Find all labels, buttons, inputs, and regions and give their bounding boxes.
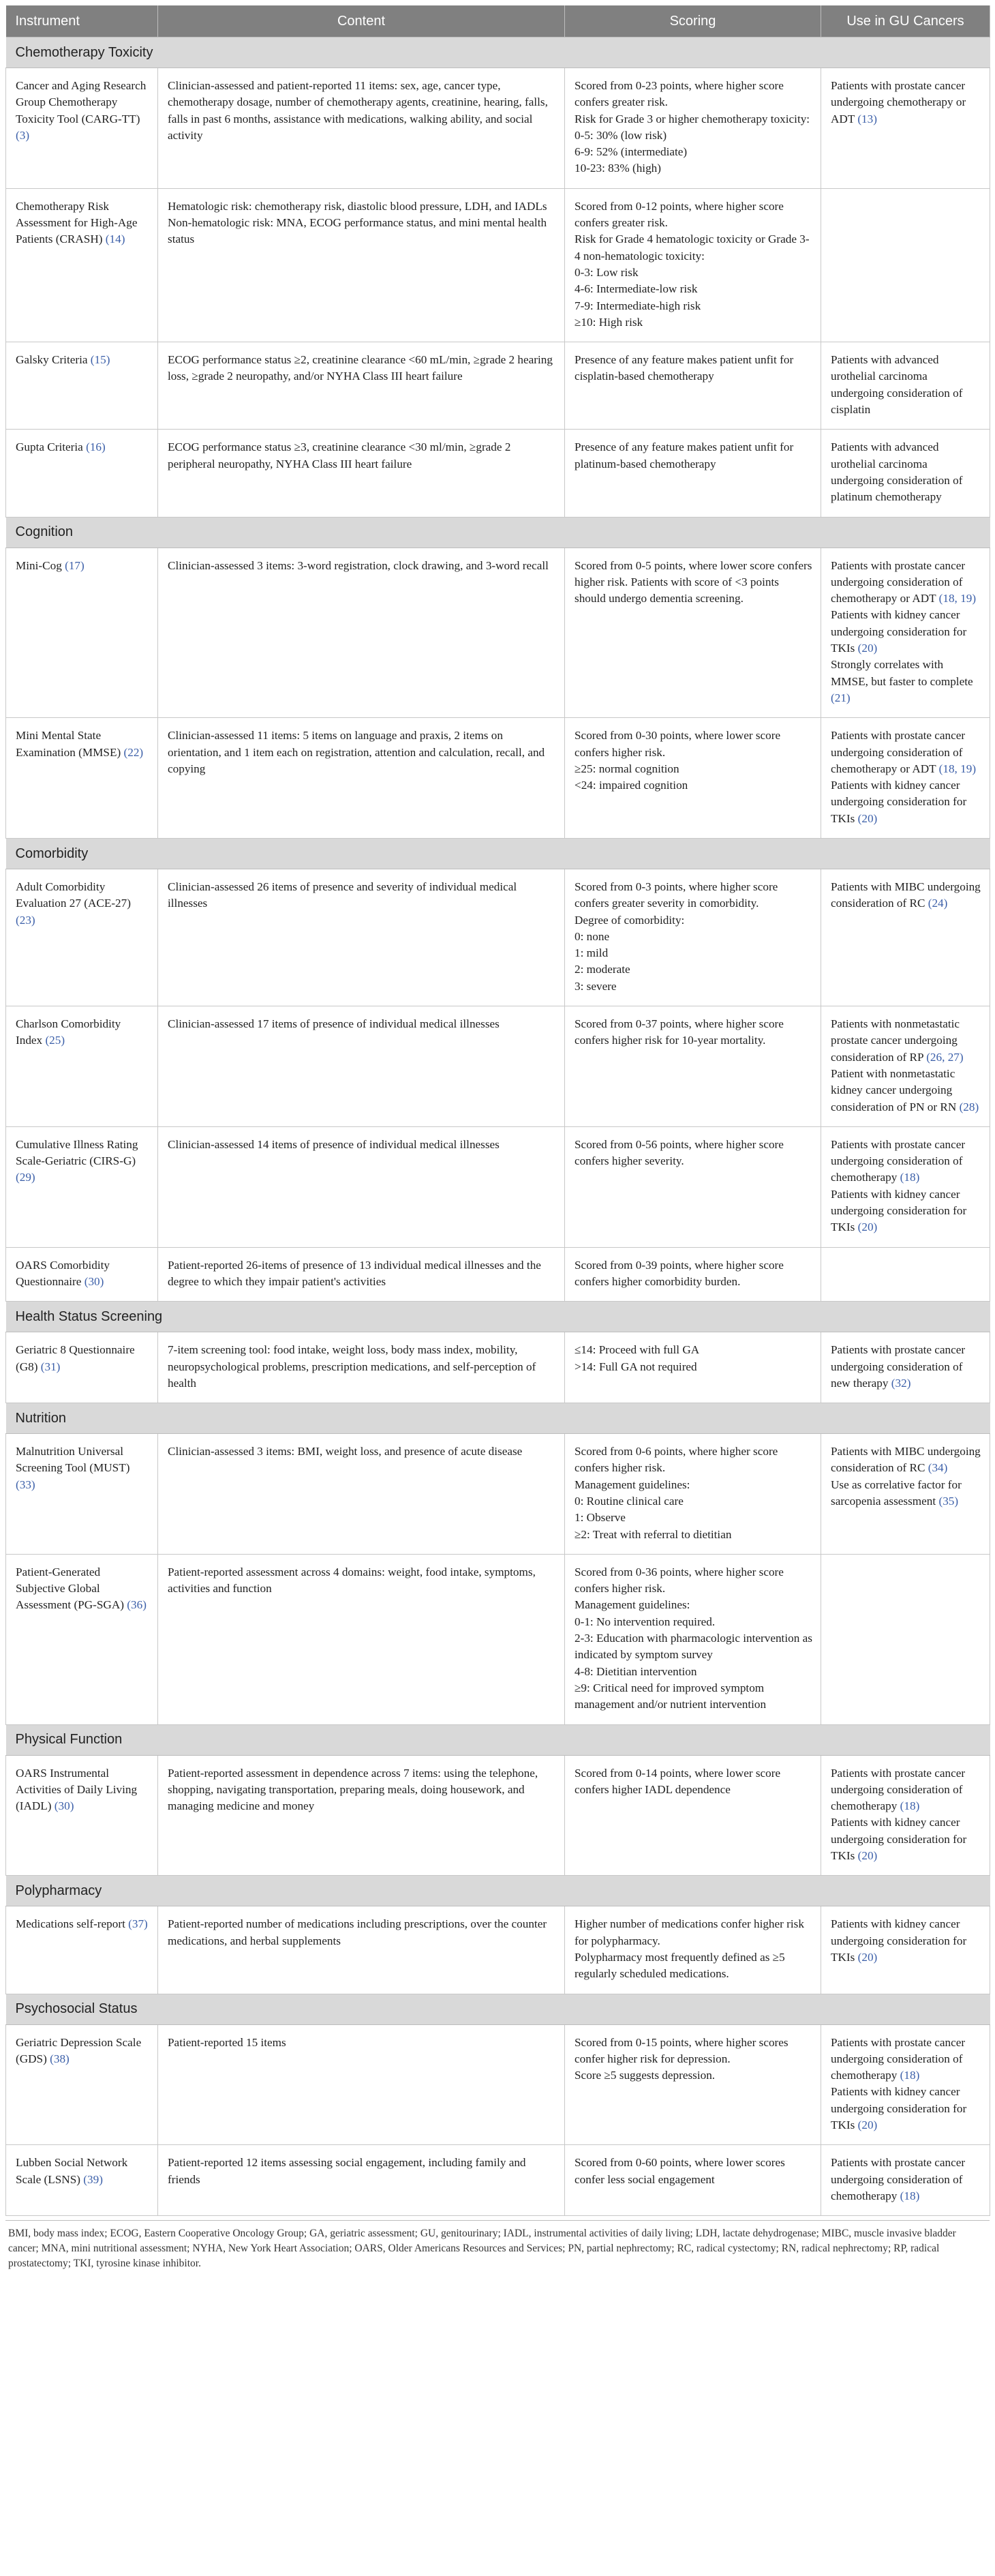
reference-link[interactable]: (29) <box>16 1171 35 1184</box>
table-row <box>6 342 990 430</box>
instrument-name: OARS Instrumental Activities of Daily Living (IADL) <box>16 1766 138 1813</box>
use-entry <box>831 657 981 706</box>
table-row <box>6 68 990 189</box>
use-cell <box>821 2024 990 2145</box>
use-text: Patients with kidney cancer undergoing consideration for TKIs <box>831 2085 967 2132</box>
reference-link[interactable]: (22) <box>123 745 144 759</box>
instrument-cell <box>6 1434 158 1555</box>
instrument-cell <box>6 188 158 342</box>
use-cell <box>821 342 990 430</box>
table-footnote: BMI, body mass index; ECOG, Eastern Cooperative Oncology Group; GA, geriatric assessment; GU, genitourinary; IADL, instrumental activities of daily living; LDH, lactate dehydrogenase; MIBC, muscle invasive bladder cancer; MNA, mini nutritional assessment; NYHA, New York Heart Association; OARS, Older Americans Resources and Services; PN, partial nephrectomy; RC, radical cystectomy; RN, radical nephrectomy; RP, radical prostatectomy; TKI, tyrosine kinase inhibitor. <box>5 2220 990 2271</box>
instrument-name: Patient-Generated Subjective Global Assessment (PG-SGA) <box>16 1565 127 1612</box>
table-row <box>6 1906 990 1994</box>
use-text: Patients with prostate cancer undergoing consideration of new therapy <box>831 1343 966 1390</box>
content-line: ECOG performance status ≥2, creatinine clearance <60 mL/min, ≥grade 2 hearing loss, ≥grade 2 neuropathy, and/or NYHA Class III heart failure <box>168 353 553 383</box>
scoring-line: ≤14: Proceed with full GA <box>575 1343 700 1357</box>
scoring-line: 4-6: Intermediate-low risk <box>575 282 698 296</box>
table-row <box>6 2145 990 2216</box>
use-cell <box>821 1126 990 1247</box>
instrument-name: Adult Comorbidity Evaluation 27 (ACE-27) <box>16 880 131 910</box>
use-text: Patient with nonmetastatic kidney cancer undergoing consideration of PN or RN <box>831 1066 960 1113</box>
reference-link[interactable]: (16) <box>86 440 106 454</box>
reference-link[interactable]: (26, 27) <box>926 1050 964 1064</box>
scoring-line: Management guidelines: <box>575 1598 690 1612</box>
scoring-line: Scored from 0-14 points, where lower score confers higher IADL dependence <box>575 1766 781 1796</box>
table-header-row <box>6 5 990 38</box>
content-line: Clinician-assessed 26 items of presence and severity of individual medical illnesses <box>168 880 517 910</box>
scoring-cell <box>565 188 821 342</box>
use-text: Patients with prostate cancer undergoing chemotherapy or ADT <box>831 79 966 125</box>
reference-link[interactable]: (18, 19) <box>938 592 977 605</box>
use-entry <box>831 777 981 827</box>
table-row <box>6 548 990 718</box>
table-row <box>6 869 990 1006</box>
content-line: Non-hematologic risk: MNA, ECOG performance status, and mini mental health status <box>168 216 547 246</box>
scoring-line: Scored from 0-3 points, where higher score confers greater severity in comorbidity. <box>575 880 778 910</box>
use-text: Patients with advanced urothelial carcinoma undergoing consideration of platinum chemotherapy <box>831 440 963 504</box>
content-cell <box>158 430 565 517</box>
scoring-line: Scored from 0-39 points, where higher score confers higher comorbidity burden. <box>575 1258 784 1288</box>
scoring-line: 0: none <box>575 929 610 943</box>
table-row <box>6 430 990 517</box>
section-header-row <box>6 838 990 869</box>
instrument-cell <box>6 718 158 839</box>
reference-link[interactable]: (31) <box>40 1360 61 1373</box>
use-cell <box>821 1906 990 1994</box>
use-text: Patients with prostate cancer undergoing consideration of chemotherapy <box>831 1137 966 1184</box>
section-header-row <box>6 38 990 68</box>
reference-link[interactable]: (20) <box>857 642 878 655</box>
scoring-line: Scored from 0-36 points, where higher score confers higher risk. <box>575 1565 784 1596</box>
use-text: Patients with prostate cancer undergoing consideration of chemotherapy <box>831 1766 966 1813</box>
scoring-cell <box>565 1126 821 1247</box>
instrument-name: Malnutrition Universal Screening Tool (MUST) <box>16 1445 130 1475</box>
scoring-line: 3: severe <box>575 979 617 993</box>
scoring-cell <box>565 2145 821 2216</box>
table-row <box>6 1006 990 1127</box>
use-entry <box>831 879 981 912</box>
use-text: Use as correlative factor for sarcopenia assessment <box>831 1478 962 1508</box>
content-cell <box>158 1906 565 1994</box>
instrument-cell <box>6 1554 158 1724</box>
scoring-cell <box>565 68 821 189</box>
scoring-line: <24: impaired cognition <box>575 779 688 792</box>
table-body <box>6 38 990 2216</box>
instrument-cell <box>6 1247 158 1302</box>
table-row <box>6 2024 990 2145</box>
use-text: Patients with prostate cancer undergoing consideration of chemotherapy <box>831 2035 966 2082</box>
content-cell <box>158 1247 565 1302</box>
header-scoring: Scoring <box>565 5 821 38</box>
use-entry <box>831 1186 981 1236</box>
scoring-cell <box>565 1434 821 1555</box>
scoring-line: Score ≥5 suggests depression. <box>575 2069 716 2082</box>
scoring-cell <box>565 548 821 718</box>
use-entry <box>831 1342 981 1392</box>
scoring-line: ≥9: Critical need for improved symptom management and/or nutrient intervention <box>575 1681 767 1711</box>
reference-link[interactable]: (30) <box>54 1799 74 1813</box>
content-line: 7-item screening tool: food intake, weight loss, body mass index, mobility, neuropsychological problems, prescription medications, and self-perception of health <box>168 1343 536 1390</box>
scoring-line: 0: Routine clinical care <box>575 1495 684 1508</box>
instrument-name: Galsky Criteria <box>16 353 91 367</box>
use-entry <box>831 1814 981 1864</box>
scoring-line: Scored from 0-12 points, where higher score confers greater risk. <box>575 199 784 230</box>
reference-link[interactable]: (33) <box>16 1478 35 1491</box>
use-entry <box>831 1765 981 1815</box>
scoring-line: 7-9: Intermediate-high risk <box>575 299 701 312</box>
scoring-line: Management guidelines: <box>575 1478 690 1491</box>
scoring-line: Scored from 0-30 points, where lower score confers higher risk. <box>575 729 781 759</box>
reference-link[interactable]: (17) <box>65 558 85 572</box>
content-cell <box>158 1332 565 1403</box>
instrument-name: Medications self-report <box>16 1917 129 1931</box>
scoring-cell <box>565 1906 821 1994</box>
section-title: Comorbidity <box>6 838 990 869</box>
content-line: Patient-reported number of medications including prescriptions, over the counter medications, and herbal supplements <box>168 1917 547 1947</box>
reference-link[interactable]: (38) <box>50 2052 70 2065</box>
scoring-line: >14: Full GA not required <box>575 1360 697 1373</box>
reference-link[interactable]: (37) <box>128 1917 148 1931</box>
scoring-line: Risk for Grade 3 or higher chemotherapy toxicity: <box>575 112 810 125</box>
scoring-line: ≥2: Treat with referral to dietitian <box>575 1527 732 1541</box>
reference-link[interactable]: (39) <box>83 2172 103 2186</box>
content-line: Patient-reported 15 items <box>168 2035 286 2049</box>
reference-link[interactable]: (18, 19) <box>938 762 977 775</box>
section-title: Psychosocial Status <box>6 1994 990 2024</box>
instrument-cell <box>6 548 158 718</box>
use-text: Patients with prostate cancer undergoing consideration of chemotherapy or ADT <box>831 558 966 605</box>
use-entry <box>831 1137 981 1186</box>
scoring-line: 2-3: Education with pharmacologic intervention as indicated by symptom survey <box>575 1632 812 1662</box>
content-cell <box>158 1126 565 1247</box>
instrument-cell <box>6 68 158 189</box>
reference-link[interactable]: (18) <box>900 1799 920 1813</box>
reference-link[interactable]: (36) <box>127 1598 147 1612</box>
content-line: Clinician-assessed 11 items: 5 items on language and praxis, 2 items on orientation, and 1 item each on registration, attention and calculation, recall, and copying <box>168 729 545 775</box>
reference-link[interactable]: (32) <box>891 1376 911 1390</box>
scoring-cell <box>565 1006 821 1127</box>
content-line: Clinician-assessed 17 items of presence of individual medical illnesses <box>168 1017 500 1031</box>
scoring-line: 2: moderate <box>575 963 630 976</box>
use-cell <box>821 548 990 718</box>
table-row <box>6 188 990 342</box>
content-cell <box>158 68 565 189</box>
instrument-cell <box>6 869 158 1006</box>
reference-link[interactable]: (23) <box>16 913 35 927</box>
scoring-line: Polypharmacy most frequently defined as ≥5 regularly scheduled medications. <box>575 1950 785 1981</box>
section-title: Physical Function <box>6 1724 990 1755</box>
table-row <box>6 718 990 839</box>
use-entry <box>831 607 981 657</box>
reference-link[interactable]: (20) <box>857 1849 878 1863</box>
instrument-name: Gupta Criteria <box>16 440 87 454</box>
reference-link[interactable]: (35) <box>938 1495 959 1508</box>
content-line: Patient-reported assessment in dependence across 7 items: using the telephone, shopping, navigating transportation, preparing meals, doing housework, and managing medicine and money <box>168 1766 538 1813</box>
use-text: Patients with kidney cancer undergoing consideration for TKIs <box>831 779 967 825</box>
use-text: Patients with kidney cancer undergoing consideration for TKIs <box>831 1917 967 1964</box>
use-text: Patients with advanced urothelial carcinoma undergoing consideration of cisplatin <box>831 353 963 417</box>
content-cell <box>158 1755 565 1876</box>
instrument-name: Mini-Cog <box>16 558 65 572</box>
instrument-cell <box>6 1755 158 1876</box>
scoring-cell <box>565 342 821 430</box>
scoring-cell <box>565 1247 821 1302</box>
table-row <box>6 1332 990 1403</box>
section-header-row <box>6 1302 990 1332</box>
scoring-line: ≥25: normal cognition <box>575 762 679 775</box>
table-row <box>6 1247 990 1302</box>
use-cell <box>821 1755 990 1876</box>
header-instrument: Instrument <box>6 5 158 38</box>
use-cell <box>821 1554 990 1724</box>
scoring-line: 0-5: 30% (low risk) <box>575 128 667 142</box>
content-cell <box>158 1006 565 1127</box>
instrument-name: Cumulative Illness Rating Scale-Geriatric (CIRS-G) <box>16 1137 138 1168</box>
scoring-line: 1: mild <box>575 946 609 960</box>
use-cell <box>821 1247 990 1302</box>
header-content: Content <box>158 5 565 38</box>
scoring-line: 4-8: Dietitian intervention <box>575 1664 697 1678</box>
use-cell <box>821 68 990 189</box>
content-cell <box>158 2024 565 2145</box>
instrument-cell <box>6 342 158 430</box>
reference-link[interactable]: (20) <box>857 811 878 825</box>
reference-link[interactable]: (18) <box>900 2189 920 2202</box>
scoring-line: 6-9: 52% (intermediate) <box>575 145 688 159</box>
reference-link[interactable]: (34) <box>928 1461 948 1475</box>
scoring-line: Risk for Grade 4 hematologic toxicity or Grade 3-4 non-hematologic toxicity: <box>575 233 810 263</box>
scoring-line: Scored from 0-23 points, where higher score confers greater risk. <box>575 79 784 109</box>
use-cell <box>821 718 990 839</box>
use-text: Patients with prostate cancer undergoing consideration of chemotherapy <box>831 2156 966 2202</box>
reference-link[interactable]: (15) <box>90 353 110 367</box>
use-cell <box>821 188 990 342</box>
section-title: Cognition <box>6 517 990 548</box>
use-cell <box>821 2145 990 2216</box>
content-line: Clinician-assessed 3 items: 3-word registration, clock drawing, and 3-word recall <box>168 558 549 572</box>
use-cell <box>821 430 990 517</box>
use-entry <box>831 352 981 418</box>
content-cell <box>158 869 565 1006</box>
reference-link[interactable]: (13) <box>857 112 877 125</box>
scoring-cell <box>565 1332 821 1403</box>
use-text: Patients with kidney cancer undergoing consideration for TKIs <box>831 608 967 655</box>
content-line: Patient-reported assessment across 4 domains: weight, food intake, symptoms, activities and function <box>168 1565 536 1596</box>
use-entry <box>831 1477 981 1510</box>
scoring-cell <box>565 430 821 517</box>
scoring-line: Presence of any feature makes patient unfit for platinum-based chemotherapy <box>575 440 794 470</box>
use-entry <box>831 2155 981 2204</box>
document-page <box>5 5 990 2271</box>
section-header-row <box>6 1876 990 1906</box>
section-title: Polypharmacy <box>6 1876 990 1906</box>
use-entry <box>831 1443 981 1477</box>
instrument-cell <box>6 1332 158 1403</box>
section-header-row <box>6 1403 990 1434</box>
scoring-line: Scored from 0-56 points, where higher score confers higher severity. <box>575 1137 784 1168</box>
use-text: Patients with MIBC undergoing consideration of RC <box>831 1445 981 1475</box>
reference-link[interactable]: (18) <box>900 2069 920 2082</box>
content-cell <box>158 548 565 718</box>
reference-link[interactable]: (25) <box>45 1034 65 1047</box>
reference-link[interactable]: (18) <box>900 1171 920 1184</box>
instrument-name: Geriatric 8 Questionnaire (G8) <box>16 1343 135 1373</box>
use-cell <box>821 1332 990 1403</box>
scoring-cell <box>565 869 821 1006</box>
scoring-cell <box>565 2024 821 2145</box>
instrument-cell <box>6 2024 158 2145</box>
use-entry <box>831 1016 981 1066</box>
instrument-cell <box>6 1006 158 1127</box>
instrument-name: Charlson Comorbidity Index <box>16 1017 121 1047</box>
geriatric-assessment-table <box>5 5 990 2216</box>
table-row <box>6 1126 990 1247</box>
scoring-line: Scored from 0-60 points, where lower scores confer less social engagement <box>575 2156 785 2186</box>
scoring-line: 0-1: No intervention required. <box>575 1615 716 1628</box>
section-title: Chemotherapy Toxicity <box>6 38 990 68</box>
instrument-name: Lubben Social Network Scale (LSNS) <box>16 2156 128 2186</box>
scoring-cell <box>565 1554 821 1724</box>
content-cell <box>158 188 565 342</box>
use-entry <box>831 1066 981 1115</box>
instrument-name: OARS Comorbidity Questionnaire <box>16 1258 110 1288</box>
scoring-line: Presence of any feature makes patient unfit for cisplatin-based chemotherapy <box>575 353 794 383</box>
table-row <box>6 1554 990 1724</box>
scoring-line: Scored from 0-5 points, where lower score confers higher risk. Patients with score of <3 points should undergo dementia screening. <box>575 558 812 605</box>
use-entry <box>831 78 981 128</box>
section-header-row <box>6 517 990 548</box>
content-cell <box>158 342 565 430</box>
scoring-line: Degree of comorbidity: <box>575 913 685 927</box>
section-header-row <box>6 1994 990 2024</box>
use-text: Patients with MIBC undergoing consideration of RC <box>831 880 981 910</box>
use-entry <box>831 439 981 505</box>
content-line: Patient-reported 26-items of presence of 13 individual medical illnesses and the degree to which they impair patient's activities <box>168 1258 541 1288</box>
use-entry <box>831 728 981 777</box>
use-text: Patients with kidney cancer undergoing consideration for TKIs <box>831 1187 967 1234</box>
scoring-line: ≥10: High risk <box>575 315 643 329</box>
use-cell <box>821 1006 990 1127</box>
use-text: Patients with prostate cancer undergoing consideration of chemotherapy or ADT <box>831 729 966 775</box>
use-cell <box>821 1434 990 1555</box>
scoring-cell <box>565 1755 821 1876</box>
reference-link[interactable]: (20) <box>857 1950 878 1964</box>
instrument-name: Cancer and Aging Research Group Chemotherapy Toxicity Tool (CARG-TT) <box>16 79 147 125</box>
scoring-line: Scored from 0-15 points, where higher scores confer higher risk for depression. <box>575 2035 789 2065</box>
content-line: ECOG performance status ≥3, creatinine clearance <30 ml/min, ≥grade 2 peripheral neuropathy, NYHA Class III heart failure <box>168 440 511 470</box>
content-cell <box>158 718 565 839</box>
reference-link[interactable]: (20) <box>857 1220 878 1234</box>
instrument-name: Chemotherapy Risk Assessment for High-Age Patients (CRASH) <box>16 199 138 246</box>
scoring-line: 10-23: 83% (high) <box>575 162 661 175</box>
use-entry <box>831 558 981 608</box>
section-header-row <box>6 1724 990 1755</box>
instrument-cell <box>6 2145 158 2216</box>
content-cell <box>158 2145 565 2216</box>
scoring-line: Scored from 0-37 points, where higher score confers higher risk for 10-year mortality. <box>575 1017 784 1047</box>
scoring-line: 1: Observe <box>575 1511 626 1525</box>
header-use: Use in GU Cancers <box>821 5 990 38</box>
instrument-name: Mini Mental State Examination (MMSE) <box>16 729 124 759</box>
content-cell <box>158 1554 565 1724</box>
use-text: Strongly correlates with MMSE, but faster to complete <box>831 658 973 688</box>
instrument-cell <box>6 1906 158 1994</box>
use-entry <box>831 1916 981 1966</box>
use-entry <box>831 2084 981 2133</box>
content-line: Hematologic risk: chemotherapy risk, diastolic blood pressure, LDH, and IADLs <box>168 199 547 213</box>
scoring-cell <box>565 718 821 839</box>
instrument-cell <box>6 1126 158 1247</box>
reference-link[interactable]: (28) <box>959 1100 979 1113</box>
scoring-line: 0-3: Low risk <box>575 265 639 279</box>
reference-link[interactable]: (14) <box>105 233 125 246</box>
content-line: Patient-reported 12 items assessing social engagement, including family and friends <box>168 2156 526 2186</box>
content-line: Clinician-assessed and patient-reported 11 items: sex, age, cancer type, chemotherapy dosage, number of chemotherapy agents, creatinine, hearing, falls, falls in past 6 months, assistance with medications, walking ability, and social activity <box>168 79 548 142</box>
reference-link[interactable]: (20) <box>857 2118 878 2132</box>
instrument-name: Geriatric Depression Scale (GDS) <box>16 2035 142 2065</box>
use-cell <box>821 869 990 1006</box>
content-line: Clinician-assessed 14 items of presence of individual medical illnesses <box>168 1137 500 1151</box>
use-text: Patients with nonmetastatic prostate cancer undergoing consideration of RP <box>831 1017 960 1064</box>
use-entry <box>831 2035 981 2084</box>
scoring-line: Higher number of medications confer higher risk for polypharmacy. <box>575 1917 804 1947</box>
section-title: Nutrition <box>6 1403 990 1434</box>
reference-link[interactable]: (3) <box>16 128 30 142</box>
reference-link[interactable]: (30) <box>84 1274 104 1288</box>
content-cell <box>158 1434 565 1555</box>
reference-link[interactable]: (24) <box>928 897 948 910</box>
section-title: Health Status Screening <box>6 1302 990 1332</box>
table-row <box>6 1755 990 1876</box>
table-row <box>6 1434 990 1555</box>
scoring-line: Scored from 0-6 points, where higher score confers higher risk. <box>575 1445 778 1475</box>
content-line: Clinician-assessed 3 items: BMI, weight loss, and presence of acute disease <box>168 1445 523 1458</box>
reference-link[interactable]: (21) <box>831 691 851 704</box>
use-text: Patients with kidney cancer undergoing consideration for TKIs <box>831 1816 967 1863</box>
instrument-cell <box>6 430 158 517</box>
